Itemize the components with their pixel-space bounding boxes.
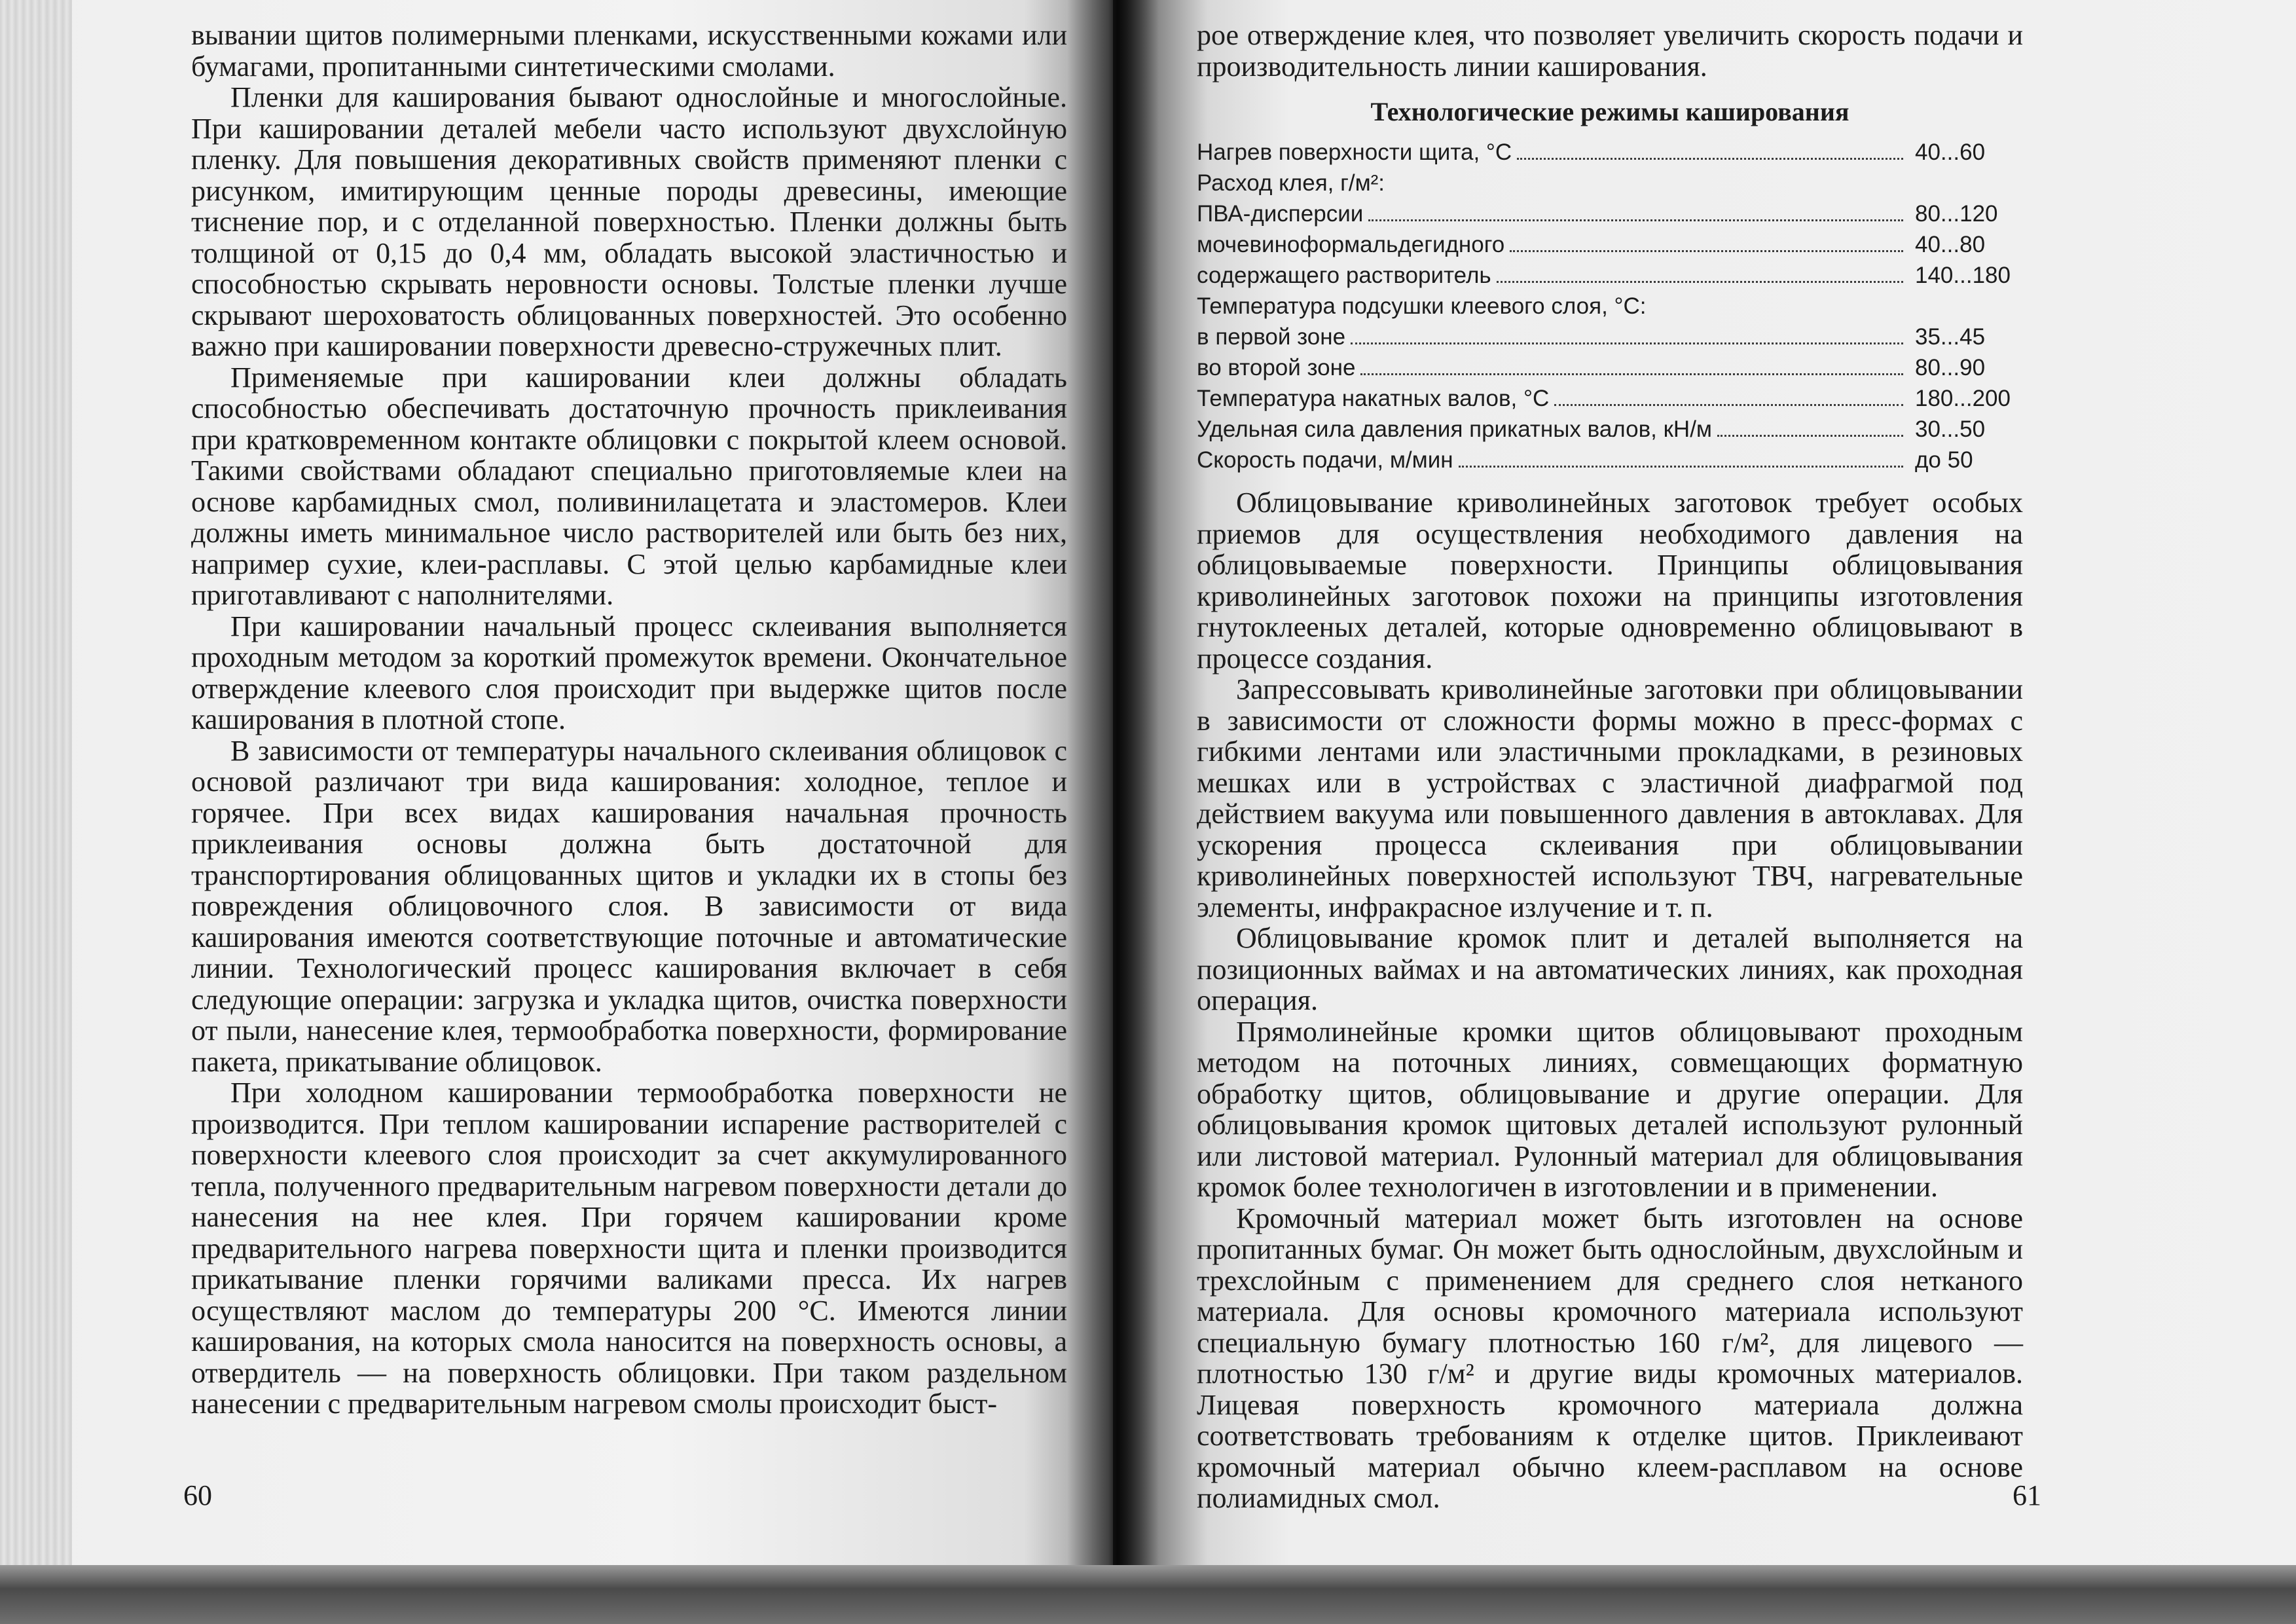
regime-label: Температура накатных валов, °С bbox=[1197, 386, 1550, 411]
regime-row bbox=[1197, 137, 2023, 168]
paragraph: Облицовывание криволинейных заготовок требует особых приемов для осуществления необходимого давления на облицовываемые поверхности. Принципы облицовывания криволинейных заготовок похожи на принципы изготовления гнутоклееных деталей, которые одновременно облицовывают в процессе создания. bbox=[1197, 487, 2023, 674]
paragraph: Запрессовывать криволинейные заготовки при облицовывании в зависимости от сложности формы можно в пресс-формах с гибкими лентами или эластичными прокладками, в резиновых мешках или в устройствах с эластичной диафрагмой под действием вакуума или повышенного давления в автоклавах. Для ускорения процесса склеивания при облицовывании криволинейных поверхностей используют ТВЧ, нагревательные элементы, инфракрасное излучение и т. п. bbox=[1197, 673, 2023, 923]
regime-label: содержащего растворитель bbox=[1197, 263, 1491, 288]
paragraph: Применяемые при кашировании клеи должны обладать способностью обеспечивать достаточную прочность приклеивания при кратковременном контакте облицовки с покрытой клеем основой. Такими свойствами обладают специально приготовляемые клеи на основе карбамидных смол, поливинилацетата и эластомеров. Клеи должны иметь минимальное число растворителей или быть без них, например сухие, клеи-расплавы. С этой целью карбамидные клеи приготавливают с наполнителями. bbox=[191, 361, 1067, 611]
paragraph: При кашировании начальный процесс склеивания выполняется проходным методом за короткий промежуток времени. Окончательное отверждение клеевого слоя происходит при выдержке щитов после каширования в плотной стопе. bbox=[191, 610, 1067, 735]
book-gutter-shadow bbox=[1067, 0, 1159, 1624]
paragraph: Пленки для каширования бывают однослойные и многослойные. При кашировании деталей мебели часто используют двухслойную пленку. Для повышения декоративных свойств применяют пленки с рисунком, имитирующим ценные породы древесины, имеющие тиснение пор, и с отделанной поверхностью. Пленки должны быть толщиной от 0,15 до 0,4 мм, обладать высокой эластичностью и способностью скрывать неровности основы. Толстые пленки лучше скрывают шероховатость облицованных поверхностей. Это особенно важно при кашировании поверхности древесно-стружечных плит. bbox=[191, 81, 1067, 362]
regime-row bbox=[1197, 445, 2023, 475]
regime-label: в первой зоне bbox=[1197, 324, 1346, 350]
dot-leader bbox=[1459, 466, 1903, 468]
regime-value: до 50 bbox=[1915, 447, 1973, 473]
regime-value: 40...80 bbox=[1915, 232, 1986, 257]
table-title: Технологические режимы каширования bbox=[1370, 97, 1850, 126]
dot-leader bbox=[1510, 250, 1903, 252]
regime-value: 30...50 bbox=[1915, 416, 1986, 442]
regime-row bbox=[1197, 322, 2023, 352]
regimes-table bbox=[1197, 137, 2023, 475]
regime-row bbox=[1197, 168, 2023, 198]
regime-row bbox=[1197, 229, 2023, 260]
regime-row bbox=[1197, 260, 2023, 291]
paragraph: Облицовывание кромок плит и деталей выполняется на позиционных ваймах и на автоматических линиях, как проходная операция. bbox=[1197, 922, 2023, 1016]
left-page-text bbox=[191, 20, 1067, 1420]
dot-leader bbox=[1368, 219, 1903, 221]
dot-leader bbox=[1497, 281, 1903, 283]
regime-row bbox=[1197, 383, 2023, 414]
regime-label: Удельная сила давления прикатных валов, кН/м bbox=[1197, 416, 1712, 442]
regime-value: 80...90 bbox=[1915, 355, 1986, 380]
regime-value: 40...60 bbox=[1915, 139, 1986, 165]
paragraph: Прямолинейные кромки щитов облицовывают проходным методом на поточных линиях, совмещающих форматную обработку щитов, облицовывание и другие операции. Для облицовывания кромок щитовых деталей используют рулонный или листовой материал. Рулонный материал для облицовывания кромок более технологичен в изготовлении и в применении. bbox=[1197, 1015, 2023, 1203]
dot-leader bbox=[1351, 342, 1903, 344]
paragraph: В зависимости от температуры начального склеивания облицовок с основой различают три вида каширования: холодное, теплое и горячее. При всех видах каширования начальная прочность приклеивания основы должна быть достаточной для транспортирования облицованных щитов и укладки их в стопы без повреждения облицовочного слоя. В зависимости от вида каширования имеются соответствующие поточные и автоматические линии. Технологический процесс каширования включает в себя следующие операции: загрузка и укладка щитов, очистка поверхности от пыли, нанесение клея, термообработка поверхности, формирование пакета, прикатывание облицовок. bbox=[191, 734, 1067, 1078]
paragraph: вывании щитов полимерными пленками, искусственными кожами или бумагами, пропитанными синтетическими смолами. bbox=[191, 19, 1067, 83]
regime-value: 80...120 bbox=[1915, 201, 1998, 227]
regime-label: ПВА-дисперсии bbox=[1197, 201, 1364, 227]
regime-label: Температура подсушки клеевого слоя, °С: bbox=[1197, 293, 1647, 319]
scanner-bottom-edge bbox=[0, 1565, 2296, 1624]
page-number-left: 60 bbox=[183, 1479, 212, 1511]
dot-leader bbox=[1360, 373, 1903, 375]
dot-leader bbox=[1717, 435, 1903, 437]
regime-row bbox=[1197, 352, 2023, 383]
paragraph: Кромочный материал может быть изготовлен на основе пропитанных бумаг. Он может быть однослойным, двухслойным и трехслойным с применением для среднего слоя нетканого материала. Для основы кромочного материала используют специальную бумагу плотностью 160 г/м², для лицевого — плотностью 130 г/м² и другие виды кромочных материалов. Лицевая поверхность кромочного материала должна соответствовать требованиям к отделке щитов. Приклеивают кромочный материал обычно клеем-расплавом на основе полиамидных смол. bbox=[1197, 1202, 2023, 1514]
page-number-right: 61 bbox=[2013, 1479, 2041, 1511]
regime-value: 140...180 bbox=[1915, 263, 2011, 288]
regime-row bbox=[1197, 291, 2023, 322]
left-page-edge bbox=[0, 0, 72, 1565]
regime-label: во второй зоне bbox=[1197, 355, 1356, 380]
regime-label: Расход клея, г/м²: bbox=[1197, 170, 1385, 196]
dot-leader bbox=[1554, 404, 1903, 406]
regime-label: мочевиноформальдегидного bbox=[1197, 232, 1505, 257]
regime-value: 35...45 bbox=[1915, 324, 1986, 350]
paragraph: При холодном кашировании термообработка поверхности не производится. При теплом кашировании испарение растворителей с поверхности клеевого слоя происходит за счет аккумулированного тепла, полученного предварительным нагревом поверхности детали до нанесения на нее клея. При горячем кашировании кроме предварительного нагрева поверхности щита и пленки производится прикатывание пленки горячими валиками пресса. Их нагрев осуществляют маслом до температуры 200 °С. Имеются линии каширования, на которых смола наносится на поверхность основы, а отвердитель — на поверхность облицовки. При таком раздельном нанесении с предварительным нагревом смолы происходит быст- bbox=[191, 1077, 1067, 1420]
regime-value: 180...200 bbox=[1915, 386, 2011, 411]
regime-label: Нагрев поверхности щита, °С bbox=[1197, 139, 1512, 165]
regime-row bbox=[1197, 414, 2023, 445]
regime-label: Скорость подачи, м/мин bbox=[1197, 447, 1453, 473]
dot-leader bbox=[1517, 158, 1903, 160]
right-page-text bbox=[1197, 20, 2023, 1514]
paragraph: рое отверждение клея, что позволяет увеличить скорость подачи и производительность линии каширования. bbox=[1197, 19, 2023, 83]
regime-row bbox=[1197, 198, 2023, 229]
